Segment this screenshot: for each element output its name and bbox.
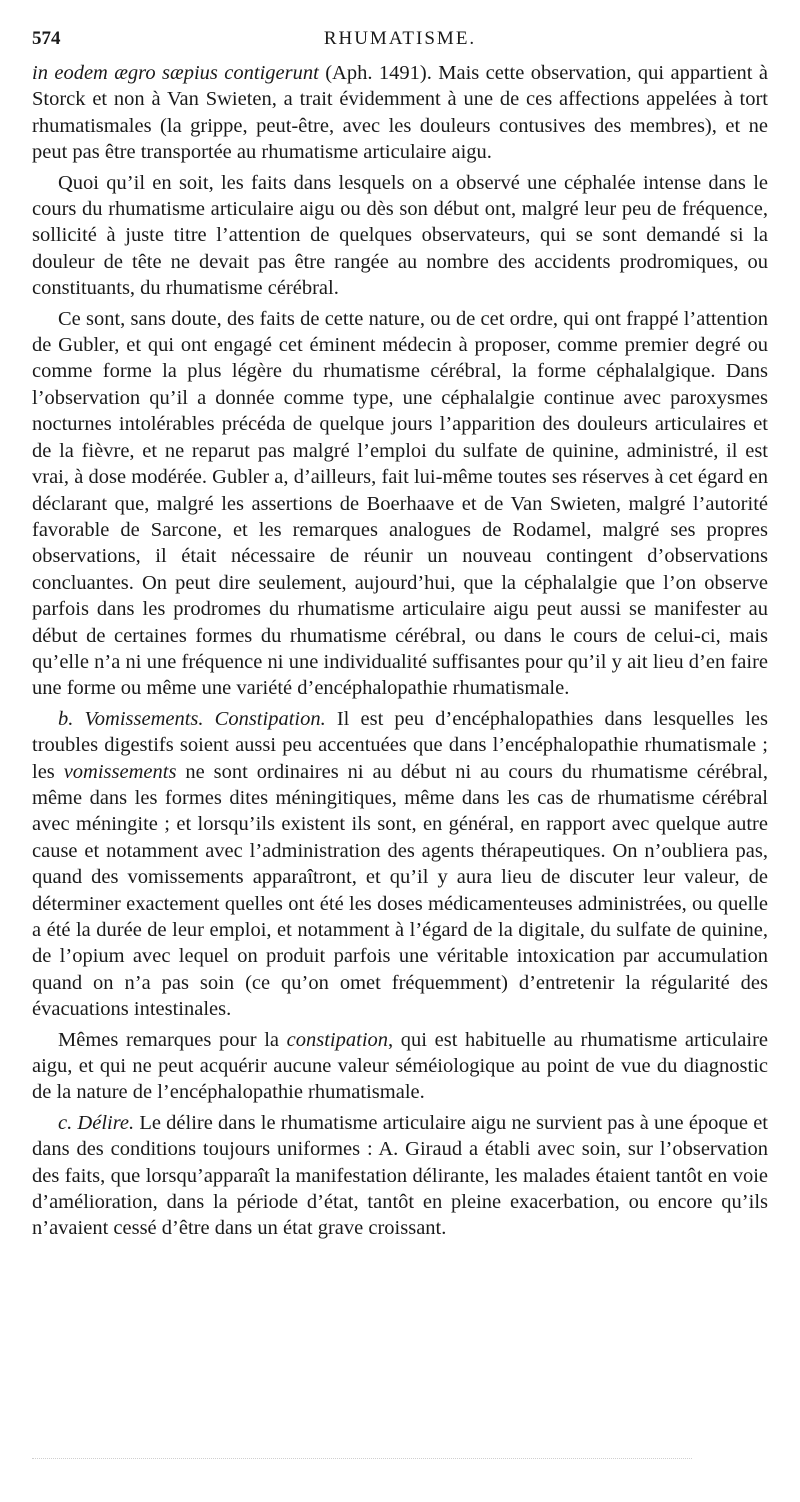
paragraph-continuation: [32, 60, 768, 166]
paragraph-delire: [32, 1110, 768, 1242]
section-heading: c. Délire.: [58, 1111, 135, 1134]
paragraph-gubler: [32, 306, 768, 702]
page-number: 574: [32, 28, 61, 49]
text-run: , qui est habituelle au rhumatisme articulaire aigu, et qui ne peut acquérir aucune valeur séméiologique au point de vue du diagnostic de la nature de l’encéphalopathie rhumatismale.: [32, 1028, 768, 1104]
paragraph-cephalee: [32, 170, 768, 302]
page-header: [32, 24, 768, 60]
section-heading: b. Vomissements. Constipation.: [58, 707, 326, 730]
paragraph-constipation: [32, 1027, 768, 1106]
text-run: Le délire dans le rhumatisme articulaire aigu ne survient pas à une époque et dans des conditions toujours uniformes : A. Giraud a établi avec soin, sur l’observation des faits, que lorsqu’apparaît la manifestation délirante, les malades étaient tantôt en voie d’amélioration, dans la période d’état, tantôt en pleine exacerbation, ou encore qu’ils n’avaient cessé d’être dans un état grave croissant.: [32, 1111, 768, 1240]
text-run: Mêmes remarques pour la: [58, 1028, 287, 1051]
text-run: (Aph. 1491). Mais cette observation, qui appartient à Storck et non à Van Swieten, a trait évidemment à une de ces affections appelées à tort rhumatismales (la grippe, peut-être, avec les douleurs contusives des membres), et ne peut pas être transportée au rhumatisme articulaire aigu.: [32, 62, 768, 164]
page-bottom-trace: [32, 1458, 692, 1459]
paragraph-vomissements: [32, 706, 768, 1023]
emphasis-term: constipation: [286, 1028, 389, 1051]
text-run: ne sont ordinaires ni au début ni au cours du rhumatisme cérébral, même dans les formes dites méningitiques, même dans les cas de rhumatisme cérébral avec méningite ; et lorsqu’ils existent ils sont, en général, en rapport avec quelque autre cause et notamment avec l’administration des agents thérapeutiques. On n’oubliera pas, quand des vomissements apparaîtront, et qu’il y aura lieu de discuter leur valeur, de déterminer exactement quelles ont été les doses médicamenteuses administrées, ou quelle a été la durée de leur emploi, et notamment à l’égard de la digitale, du sulfate de quinine, de l’opium avec lequel on produit parfois une véritable intoxication par accumulation quand on n’a pas soin (ce qu’on omet fréquemment) d’entretenir la régularité des évacuations intestinales.: [32, 760, 768, 1021]
emphasis-term: vomissements: [63, 760, 177, 783]
body-text: [32, 60, 768, 1242]
book-page: [32, 24, 768, 1246]
text-run: in eodem ægro sæpius contigerunt: [32, 62, 319, 84]
running-title: RHUMATISME.: [323, 28, 477, 49]
text-run: Il est peu d’encéphalopathies dans lesquelles les troubles digestifs soient aussi peu accentuées que dans l’encéphalopathie rhumatismale ; les: [32, 707, 768, 783]
text-run: Quoi qu’il en soit, les faits dans lesquels on a observé une céphalée intense dans le cours du rhumatisme articulaire aigu ou dès son début ont, malgré leur peu de fréquence, sollicité à juste titre l’attention de quelques observateurs, qui se sont demandé si la douleur de tête ne devait pas être rangée au nombre des accidents prodromiques, ou constituants, du rhumatisme cérébral.: [32, 171, 768, 300]
text-run: Ce sont, sans doute, des faits de cette nature, ou de cet ordre, qui ont frappé l’attention de Gubler, et qui ont engagé cet éminent médecin à proposer, comme premier degré ou comme forme la plus légère du rhumatisme cérébral, la forme céphalalgique. Dans l’observation qu’il a donnée comme type, une céphalalgie continue avec paroxysmes nocturnes intolérables précéda de quelque jours l’apparition des douleurs articulaires et de la fièvre, et ne reparut pas malgré l’emploi du sulfate de quinine, administré, il est vrai, à dose modérée. Gubler a, d’ailleurs, fait lui-même toutes ses réserves à cet égard en déclarant que, malgré les assertions de Boerhaave et de Van Swieten, malgré l’autorité favorable de Sarcone, et les remarques analogues de Rodamel, malgré ses propres observations, il était nécessaire de réunir un nouveau contingent d’observations concluantes. On peut dire seulement, aujourd’hui, que la céphalalgie que l’on observe parfois dans les prodromes du rhumatisme articulaire aigu peut aussi se manifester au début de certaines formes du rhumatisme cérébral, ou dans le cours de celui-ci, mais qu’elle n’a ni une fréquence ni une individualité suffisantes pour qu’il y ait lieu d’en faire une forme ou même une variété d’encéphalopathie rhumatismale.: [32, 307, 768, 700]
